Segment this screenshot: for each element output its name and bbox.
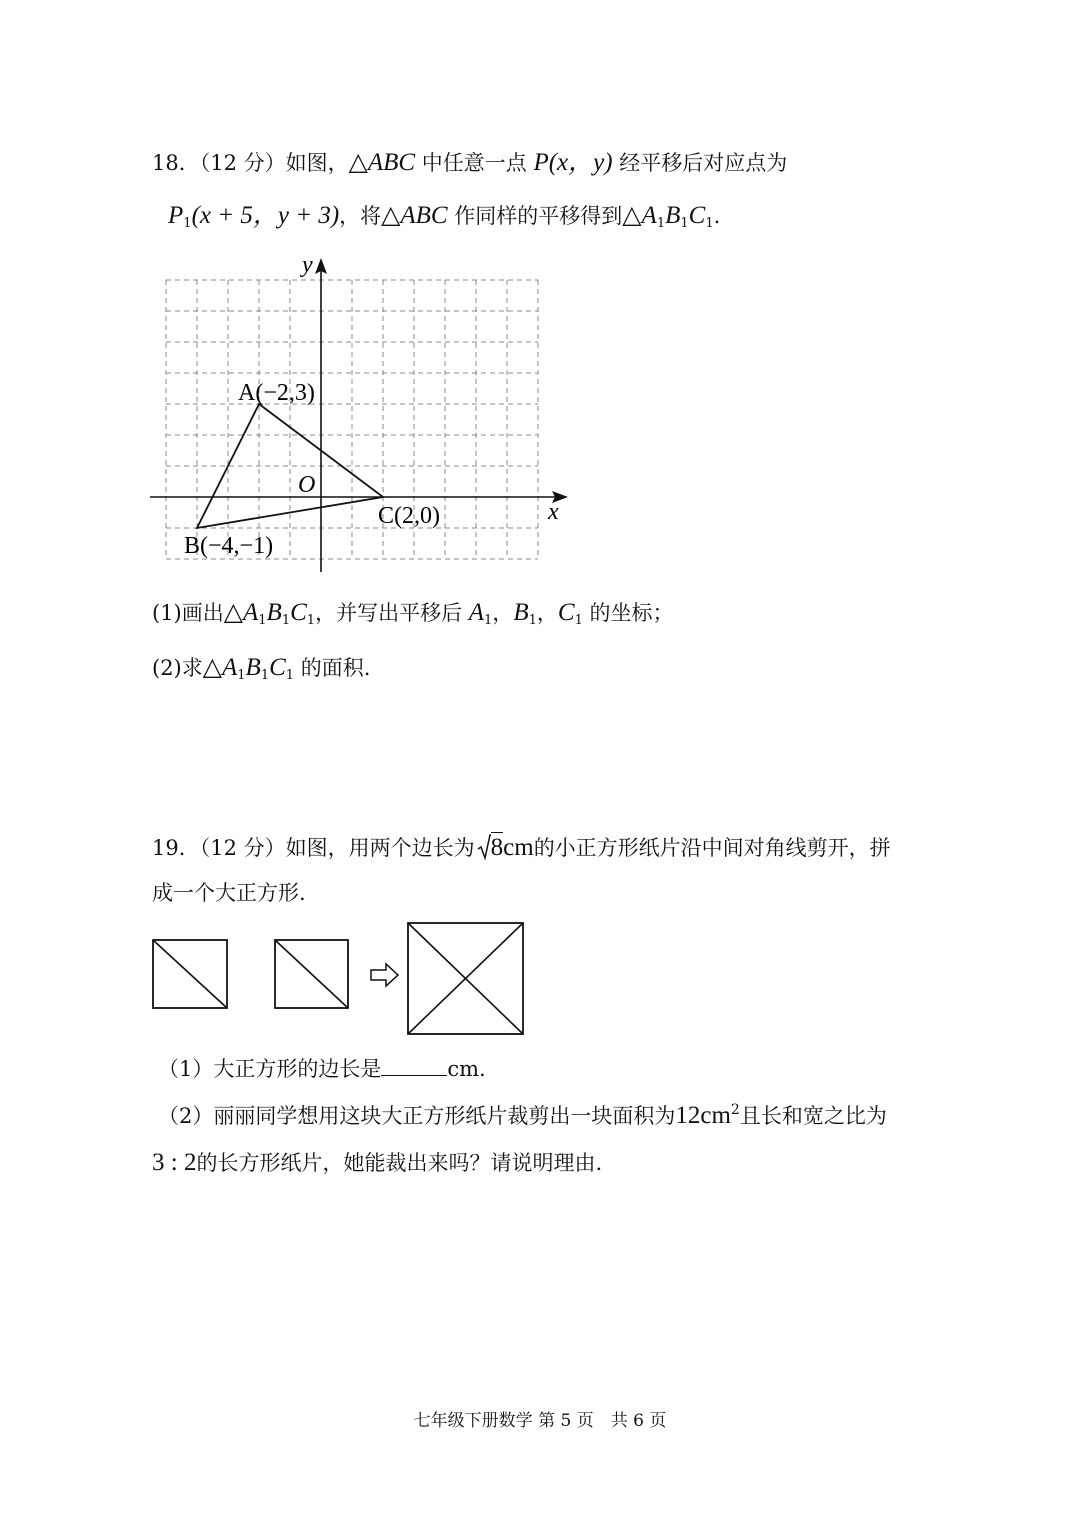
- subscript: 1: [705, 216, 714, 231]
- ratio-value: 3 : 2: [152, 1149, 197, 1176]
- small-square-2: [275, 940, 348, 1008]
- q18-score: （12 分）: [199, 151, 286, 175]
- q18-text: 经平移后对应点为: [612, 151, 788, 175]
- sqrt-8: [477, 834, 504, 860]
- q18-line1: [152, 150, 787, 175]
- subscript: 1: [528, 613, 537, 628]
- math-abc: ABC: [400, 202, 448, 229]
- q18-line2: [168, 203, 720, 230]
- y-axis: [315, 258, 327, 572]
- comma: ，: [492, 601, 514, 625]
- area-value: 12cm: [675, 1102, 731, 1129]
- triangle-symbol: △: [223, 599, 243, 626]
- math-b: B: [513, 599, 529, 626]
- q19-part2-text: 的长方形纸片，她能裁出来吗？请说明理由.: [196, 1151, 603, 1175]
- q18-part1-text: ，并写出平移后: [315, 601, 469, 625]
- subscript: 1: [306, 613, 316, 628]
- q19-text: 如图，用两个边长为: [285, 836, 475, 860]
- radical-sign-icon: [477, 834, 491, 860]
- point-c-label: C(2,0): [378, 503, 440, 529]
- q18-text: ，将: [339, 204, 382, 228]
- page-footer: 七年级下册数学 第 5 页 共 6 页: [413, 1411, 667, 1431]
- answer-blank[interactable]: [381, 1057, 447, 1076]
- large-square: [408, 923, 523, 1034]
- subscript: 1: [656, 216, 666, 231]
- hollow-arrow-icon: [371, 964, 398, 986]
- squares-figure: [150, 920, 530, 1038]
- math-a: A: [221, 654, 238, 681]
- radicand: 8: [490, 834, 504, 861]
- q18-part2-text: (2)求: [152, 656, 203, 680]
- triangle-symbol: △: [202, 654, 222, 681]
- math-p1-coords: (x + 5，y + 3): [191, 202, 340, 229]
- q18-number: 18．: [152, 151, 200, 175]
- point-b-label: B(−4,−1): [184, 533, 274, 559]
- q18-text: 中任意一点: [415, 151, 534, 175]
- q19-part1-text: cm.: [447, 1057, 486, 1081]
- subscript: 1: [285, 668, 295, 683]
- x-axis-label: x: [548, 499, 559, 525]
- q19-line2: 成一个大正方形.: [152, 881, 306, 905]
- math-point-p: P(x，y): [533, 149, 613, 176]
- math-b: B: [266, 599, 282, 626]
- q19-part2-line1: [158, 1103, 887, 1128]
- comma: ，: [536, 601, 558, 625]
- subscript: 1: [574, 613, 583, 628]
- math-b: B: [245, 654, 261, 681]
- q19-part1: [158, 1057, 486, 1080]
- subscript: 1: [680, 216, 689, 231]
- point-a-label: A(−2,3): [238, 380, 315, 406]
- math-c: C: [688, 202, 706, 229]
- math-c: C: [557, 599, 575, 626]
- math-b: B: [665, 202, 681, 229]
- q19-part2-line2: [152, 1150, 602, 1175]
- subscript: 1: [260, 668, 270, 683]
- y-axis-label: y: [302, 252, 313, 278]
- math-abc: ABC: [367, 149, 416, 176]
- q19-text: 的小正方形纸片沿中间对角线剪开，拼: [533, 836, 891, 860]
- triangle-symbol: △: [622, 202, 642, 229]
- subscript: 1: [484, 613, 493, 628]
- subscript: 1: [258, 613, 267, 628]
- triangle-symbol: △: [348, 149, 368, 176]
- math-c: C: [290, 599, 307, 626]
- math-c: C: [269, 654, 286, 681]
- q19-number: 19．: [152, 836, 200, 860]
- q19-part2-text: （2）丽丽同学想用这块大正方形纸片裁剪出一块面积为: [158, 1104, 676, 1128]
- math-p1: P: [168, 202, 184, 229]
- q18-part2-text: 的面积.: [294, 656, 371, 680]
- q19-part1-text: （1）大正方形的边长是: [158, 1057, 382, 1081]
- small-square-1: [153, 940, 227, 1008]
- q18-text: 作同样的平移得到: [447, 204, 623, 228]
- subscript: 1: [183, 216, 192, 231]
- q18-part1: [152, 600, 674, 627]
- superscript: 2: [730, 1102, 740, 1118]
- math-a: A: [468, 599, 485, 626]
- subscript: 1: [237, 668, 246, 683]
- grid-lines: [166, 280, 538, 559]
- q19-line1: [152, 834, 891, 860]
- origin-label: O: [298, 472, 316, 498]
- q18-part1-text: 的坐标；: [582, 601, 674, 625]
- q19-part2-text: 且长和宽之比为: [739, 1104, 887, 1128]
- subscript: 1: [281, 613, 291, 628]
- unit-cm: cm: [503, 834, 534, 861]
- math-a: A: [641, 202, 657, 229]
- q19-score: （12 分）: [199, 836, 286, 860]
- coordinate-graph: [140, 248, 580, 583]
- q18-text: 如图，: [285, 151, 349, 175]
- q18-part2: [152, 655, 370, 682]
- q18-part1-text: (1)画出: [152, 601, 224, 625]
- math-a: A: [242, 599, 259, 626]
- triangle-symbol: △: [381, 202, 401, 229]
- period: .: [713, 204, 721, 228]
